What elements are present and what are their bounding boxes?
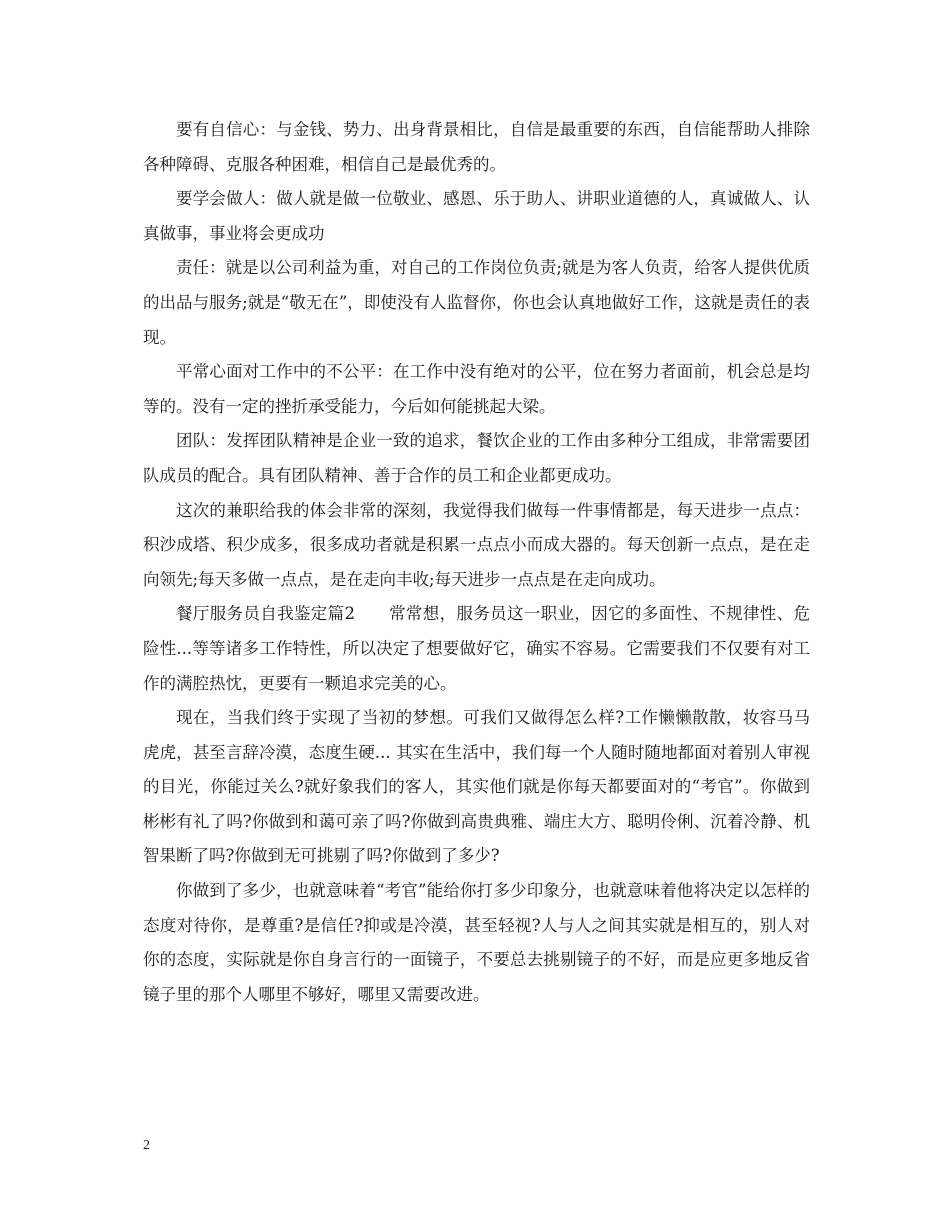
paragraph: 团队：发挥团队精神是企业一致的追求，餐饮企业的工作由多种分工组成，非常需要团队成员的配合。具有团队精神、善于合作的员工和企业都更成功。 [143,431,810,485]
paragraph: 要有自信心：与金钱、势力、出身背景相比，自信是最重要的东西，自信能帮助人排除各种障碍、克服各种困难，相信自己是最优秀的。 [143,120,810,174]
paragraph: 你做到了多少，也就意味着“考官”能给你打多少印象分，也就意味着他将决定以怎样的态度对待你，是尊重?是信任?抑或是冷漠，甚至轻视?人与人之间其实就是相互的，别人对你的态度，实际就是你自身言行的一面镜子，不要总去挑剔镜子的不好，而是应更多地反省镜子里的那个人哪里不够好，哪里又需要改进。 [143,881,810,1004]
paragraph: 要学会做人：做人就是做一位敬业、感恩、乐于助人、讲职业道德的人，真诚做人、认真做事，事业将会更成功 [143,189,810,243]
paragraph: 这次的兼职给我的体会非常的深刻，我觉得我们做每一件事情都是，每天进步一点点：积沙成塔、积少成多，很多成功者就是积累一点点小而成大器的。每天创新一点点，是在走向领先;每天多做一点点，是在走向丰收;每天进步一点点是在走向成功。 [143,500,810,589]
document-body [143,113,810,1012]
paragraph: 责任：就是以公司利益为重，对自己的工作岗位负责;就是为客人负责，给客人提供优质的出品与服务;就是“敬无在”，即使没有人监督你，你也会认真地做好工作，这就是责任的表现。 [143,258,810,347]
page-number: 2 [143,1138,150,1153]
paragraph: 现在，当我们终于实现了当初的梦想。可我们又做得怎么样?工作懒懒散散，妆容马马虎虎，甚至言辞冷漠，态度生硬... 其实在生活中，我们每一个人随时随地都面对着别人审视的目光，你能过关么?就好象我们的客人，其实他们就是你每天都要面对的“考官”。你做到彬彬有礼了吗?你做到和蔼可亲了吗?你做到高贵典雅、端庄大方、聪明伶俐、沉着冷静、机智果断了吗?你做到无可挑剔了吗?你做到了多少? [143,708,810,866]
paragraph: 餐厅服务员自我鉴定篇2 常常想，服务员这一职业，因它的多面性、不规律性、危险性...等等诸多工作特性，所以决定了想要做好它，确实不容易。它需要我们不仅要有对工作的满腔热忱，更要有一颗追求完美的心。 [143,604,810,693]
paragraph: 平常心面对工作中的不公平：在工作中没有绝对的公平，位在努力者面前，机会总是均等的。没有一定的挫折承受能力，今后如何能挑起大梁。 [143,362,810,416]
